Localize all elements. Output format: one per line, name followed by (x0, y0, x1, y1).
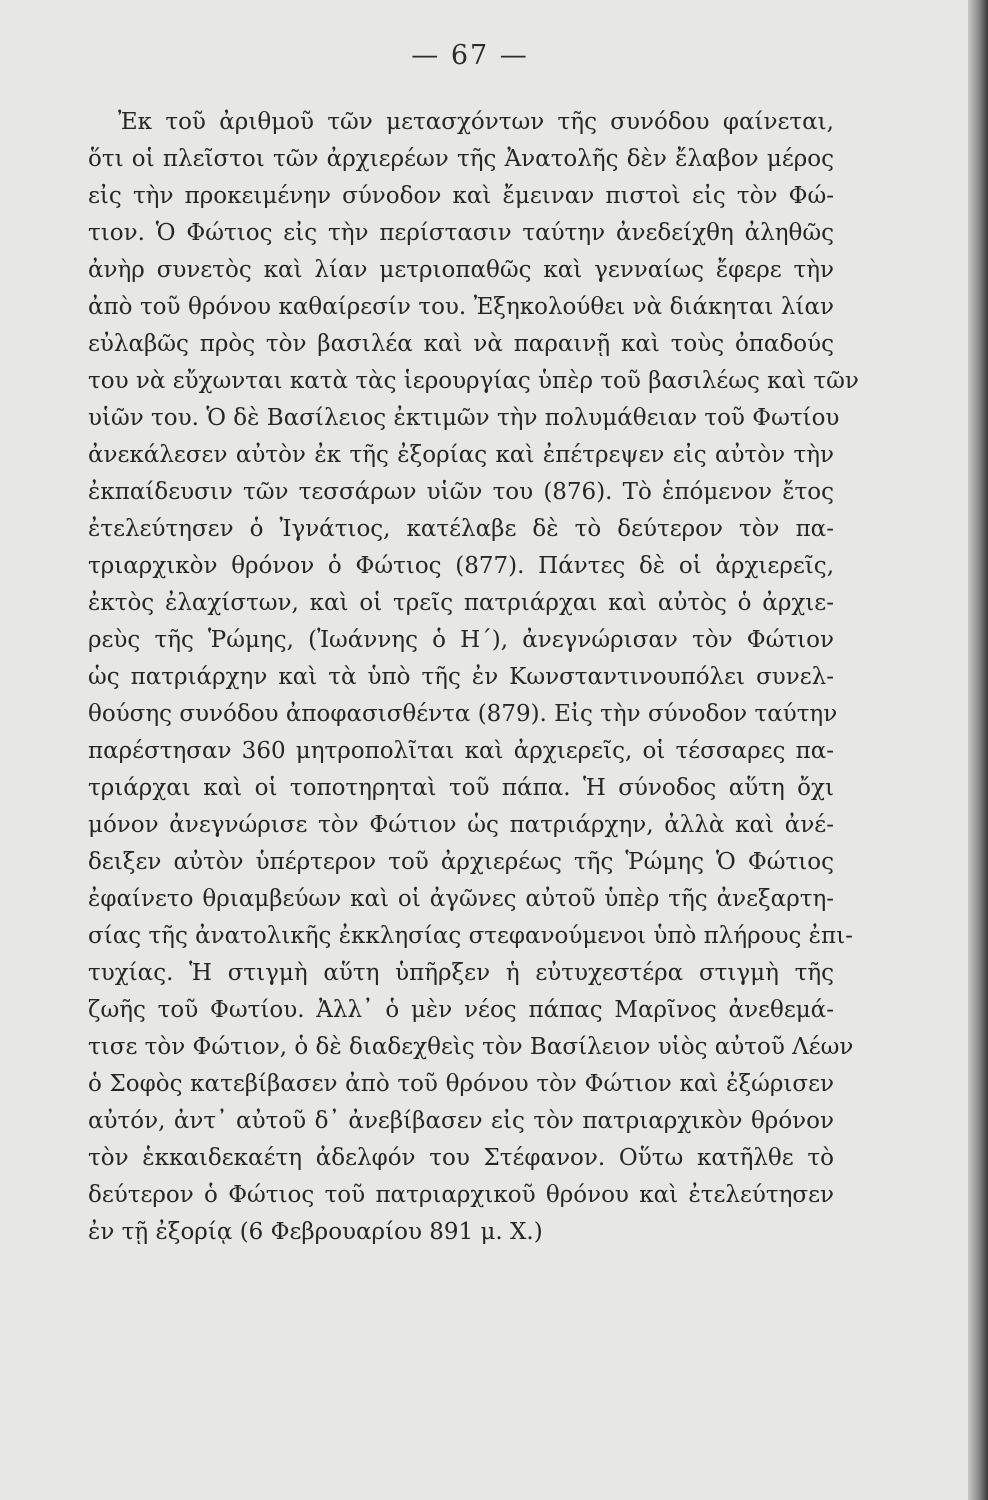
page-edge-shadow (968, 0, 988, 1500)
text-line: εὐλαβῶς πρὸς τὸν βασιλέα καὶ νὰ παραινῇ καὶ τοὺς ὀπαδούς (88, 331, 834, 357)
text-line: σίας τῆς ἀνατολικῆς ἐκκλησίας στεφανούμενοι ὑπὸ πλήρους ἐπι- (88, 923, 853, 949)
text-line: παρέστησαν 360 μητροπολῖται καὶ ἀρχιερεῖς, οἱ τέσσαρες πα- (88, 738, 834, 764)
text-line: δειξεν αὐτὸν ὑπέρτερον τοῦ ἀρχιερέως τῆς Ῥώμης Ὁ Φώτιος (88, 849, 834, 875)
text-line: ἀνεκάλεσεν αὐτὸν ἐκ τῆς ἐξορίας καὶ ἐπέτρεψεν εἰς αὐτὸν τὴν (88, 442, 834, 468)
text-line: ὁ Σοφὸς κατεβίβασεν ἀπὸ τοῦ θρόνου τὸν Φώτιον καὶ ἐξώρισεν (88, 1071, 834, 1097)
text-line: εἰς τὴν προκειμένην σύνοδον καὶ ἔμειναν πιστοὶ εἰς τὸν Φώ- (88, 183, 834, 209)
text-line: θούσης συνόδου ἀποφασισθέντα (879). Εἰς τὴν σύνοδον ταύτην (88, 701, 838, 727)
text-line: ὅτι οἱ πλεῖστοι τῶν ἀρχιερέων τῆς Ἀνατολῆς δὲν ἔλαβον μέρος (88, 146, 834, 172)
text-line: τισε τὸν Φώτιον, ὁ δὲ διαδεχθεὶς τὸν Βασίλειον υἱὸς αὐτοῦ Λέων (88, 1034, 854, 1060)
text-line: ζωῆς τοῦ Φωτίου. Ἀλλ᾽ ὁ μὲν νέος πάπας Μαρῖνος ἀνεθεμά- (88, 997, 834, 1023)
text-line: τυχίας. Ἡ στιγμὴ αὕτη ὑπῆρξεν ἡ εὐτυχεστέρα στιγμὴ τῆς (88, 960, 834, 986)
text-line: δεύτερον ὁ Φώτιος τοῦ πατριαρχικοῦ θρόνου καὶ ἐτελεύτησεν (88, 1182, 834, 1208)
text-line: ἐφαίνετο θριαμβεύων καὶ οἱ ἀγῶνες αὐτοῦ ὑπὲρ τῆς ἀνεξαρτη- (88, 886, 834, 912)
text-line: ὡς πατριάρχην καὶ τὰ ὑπὸ τῆς ἐν Κωνσταντινουπόλει συνελ- (88, 664, 834, 690)
text-line: τριαρχικὸν θρόνον ὁ Φώτιος (877). Πάντες δὲ οἱ ἀρχιερεῖς, (88, 553, 834, 579)
text-line: ρεὺς τῆς Ῥώμης, (Ἰωάννης ὁ Η΄), ἀνεγνώρισαν τὸν Φώτιον (88, 627, 834, 653)
text-line: τριάρχαι καὶ οἱ τοποτηρηταὶ τοῦ πάπα. Ἡ σύνοδος αὕτη ὄχι (88, 775, 834, 801)
text-line: ἐκπαίδευσιν τῶν τεσσάρων υἱῶν του (876). Τὸ ἑπόμενον ἔτος (88, 479, 834, 505)
text-line: ἀνὴρ συνετὸς καὶ λίαν μετριοπαθῶς καὶ γενναίως ἔφερε τὴν (88, 257, 834, 283)
text-line: αὐτόν, ἀντ᾽ αὐτοῦ δ᾽ ἀνεβίβασεν εἰς τὸν πατριαρχικὸν θρόνον (88, 1108, 834, 1134)
text-line: ἐτελεύτησεν ὁ Ἰγνάτιος, κατέλαβε δὲ τὸ δεύτερον τὸν πα- (88, 516, 834, 542)
text-line: ἐκτὸς ἐλαχίστων, καὶ οἱ τρεῖς πατριάρχαι καὶ αὐτὸς ὁ ἀρχιε- (88, 590, 834, 616)
text-line: ἀπὸ τοῦ θρόνου καθαίρεσίν του. Ἐξηκολούθει νὰ διάκηται λίαν (88, 294, 834, 320)
text-line: τιον. Ὁ Φώτιος εἰς τὴν περίστασιν ταύτην ἀνεδείχθη ἀληθῶς (88, 220, 834, 246)
page-number: — 67 — (411, 40, 529, 71)
text-line: του νὰ εὔχωνται κατὰ τὰς ἱερουργίας ὑπὲρ τοῦ βασιλέως καὶ τῶν (88, 368, 859, 394)
text-line: μόνον ἀνεγνώρισε τὸν Φώτιον ὡς πατριάρχην, ἀλλὰ καὶ ἀνέ- (88, 812, 834, 838)
text-line: ἐν τῇ ἐξορίᾳ (6 Φεβρουαρίου 891 μ. Χ.) (88, 1219, 543, 1245)
body-text (88, 104, 859, 1251)
text-line: τὸν ἑκκαιδεκαέτη ἀδελφόν του Στέφανον. Οὕτω κατῆλθε τὸ (88, 1145, 834, 1171)
text-line: Ἐκ τοῦ ἀριθμοῦ τῶν μετασχόντων τῆς συνόδου φαίνεται, (118, 109, 834, 135)
text-line: υἱῶν του. Ὁ δὲ Βασίλειος ἐκτιμῶν τὴν πολυμάθειαν τοῦ Φωτίου (88, 405, 840, 431)
